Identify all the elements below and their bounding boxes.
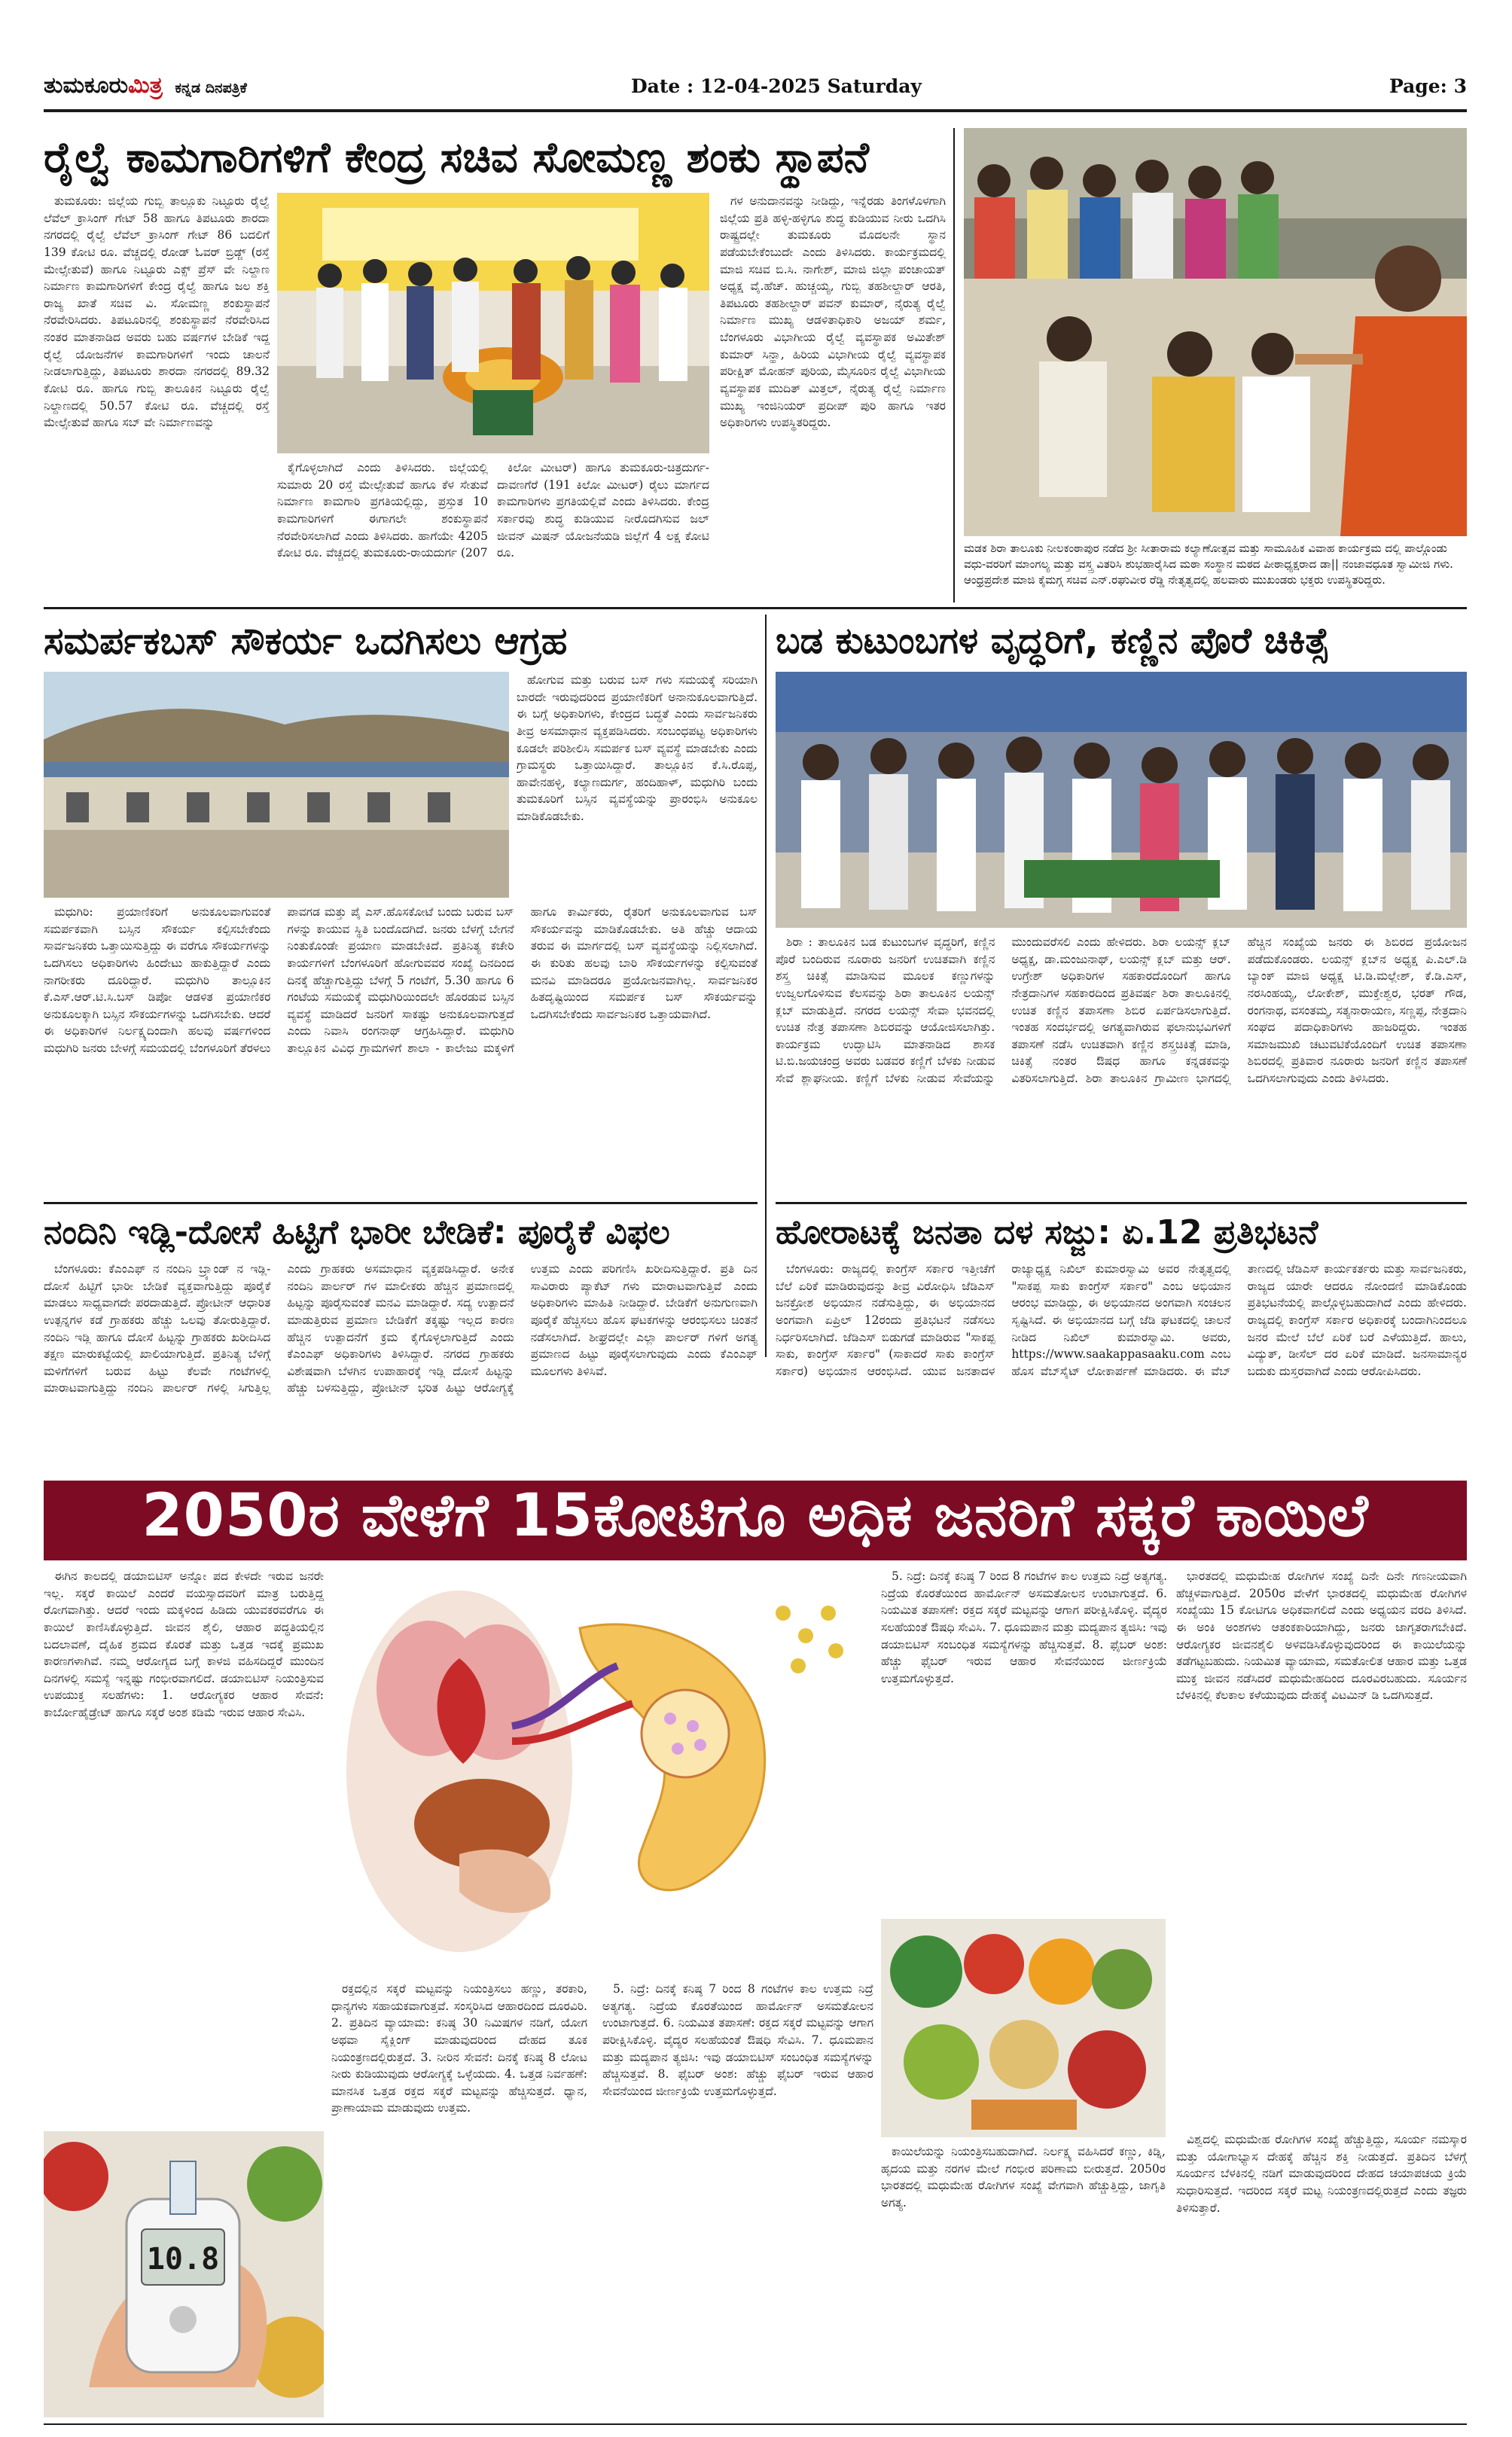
eye-body: ಶಿರಾ : ತಾಲೂಕಿನ ಬಡ ಕುಟುಂಬಗಳ ವೃದ್ಧರಿಗೆ, ಕಣ್ಣಿನ ಪೊರೆ ಬಂದಿರುವ ನೂರಾರು ಜನರಿಗೆ ಉಚಿತವಾಗಿ ಕಣ್ಣಿನ ಶಸ್ತ್ರ ಚಿಕಿತ್ಸೆ ಮಾಡಿಸುವ ಮೂಲಕ ಕಣ್ಣುಗಳನ್ನು ಉಜ್ವಲಗೊಳಿಸುವ ಕೆಲಸವನ್ನು ಶಿರಾ ತಾಲೂಕಿನ ಲಯನ್ಸ್ ಕ್ಲಬ್ ಮಾಡುತ್ತಿದೆ. ನಗರದ ಲಯನ್ಸ್ ಸೇವಾ ಭವನದಲ್ಲಿ ಉಚಿತ ನೇತ್ರ ತಪಾಸಣಾ ಶಿಬಿರವನ್ನು ಆಯೋಜಿಸಲಾಗಿತ್ತು. ಕಾರ್ಯಕ್ರಮ ಉದ್ಘಾಟಿಸಿ ಮಾತನಾಡಿದ ಶಾಸಕ ಟಿ.ಬಿ.ಜಯಚಂದ್ರ ಅವರು ಬಡವರ ಕಣ್ಣಿಗೆ ಬೆಳಕು ನೀಡುವ ಸೇವೆ ಶ್ಲಾಘನೀಯ. ಕಣ್ಣಿಗೆ ಬೆಳಕು ನೀಡುವ ಸೇವೆಯನ್ನು ಮುಂದುವರೆಸಲಿ ಎಂದು ಹೇಳಿದರು. ಶಿರಾ ಲಯನ್ಸ್ ಕ್ಲಬ್ ಅಧ್ಯಕ್ಷ, ಡಾ.ಮಂಜುನಾಥ್, ಲಯನ್ಸ್ ಕ್ಲಬ್ ಮತ್ತು ಆರ್. ಉಗ್ರೇಶ್ ಅಧಿಕಾರಿಗಳ ಸಹಕಾರದೊಂದಿಗೆ ಹಾಗೂ ನೇತ್ರದಾನಿಗಳ ಸಹಕಾರದಿಂದ ಪ್ರತಿವರ್ಷ ಶಿರಾ ತಾಲೂಕಿನಲ್ಲಿ ಉಚಿತ ಕಣ್ಣಿನ ತಪಾಸಣಾ ಶಿಬಿರ ಏರ್ಪಡಿಸಲಾಗುತ್ತಿದೆ. ಇಂತಹ ಸಂದರ್ಭದಲ್ಲಿ ಅಗತ್ಯವಾಗಿರುವ ಫಲಾನುಭವಿಗಳಿಗೆ ತಪಾಸಣೆ ನಡೆಸಿ ಉಚಿತವಾಗಿ ಕಣ್ಣಿನ ಶಸ್ತ್ರಚಿಕಿತ್ಸೆ ಮಾಡಿ, ಚಿಕಿತ್ಸೆ ನಂತರ ಔಷಧ ಹಾಗೂ ಕನ್ನಡಕವನ್ನು ವಿತರಿಸಲಾಗುತ್ತಿದೆ. ಶಿರಾ ತಾಲೂಕಿನ ಗ್ರಾಮೀಣ ಭಾಗದಲ್ಲಿ ಹೆಚ್ಚಿನ ಸಂಖ್ಯೆಯ ಜನರು ಈ ಶಿಬಿರದ ಪ್ರಯೋಜನ ಪಡೆದುಕೊಂಡರು. ಲಯನ್ಸ್ ಕ್ಲಬ್‌ನ ಅಧ್ಯಕ್ಷ ಪಿ.ಎಲ್.ಡಿ ಬ್ಯಾಂಕ್ ಮಾಜಿ ಅಧ್ಯಕ್ಷ ಟಿ.ಡಿ.ಮಲ್ಲೇಶ್, ಕೆ.ಡಿ.ಎಸ್, ನರಸಿಂಹಯ್ಯ, ಲೋಕೇಶ್, ಮುಕ್ತೇಶ್ವರ, ಭರತ್ ಗೌಡ, ರಂಗನಾಥ, ವಸಂತಮ್ಮ, ಸತ್ಯನಾರಾಯಣ, ಸಣ್ಣಪ್ಪ, ನೇತ್ರದಾನಿ ಸಂಘದ ಪದಾಧಿಕಾರಿಗಳು ಹಾಜರಿದ್ದರು. ಇಂತಹ ಸಮಾಜಮುಖಿ ಚಟುವಟಿಕೆಯೊಂದಿಗೆ ಉಚಿತ ತಪಾಸಣಾ ಶಿಬಿರದಲ್ಲಿ ಪ್ರತಿವಾರ ನೂರಾರು ಜನರಿಗೆ ಕಣ್ಣಿನ ತಪಾಸಣೆ ಒದಗಿಸಲಾಗುವುದು ಎಂದು ತಿಳಿಸಿದರು. — [776, 935, 1467, 1085]
column-divider — [953, 128, 955, 602]
mass-wedding-image — [964, 128, 1467, 536]
diabetes-col-e: ಕಾಯಿಲೆಯನ್ನು ನಿಯಂತ್ರಿಸಬಹುದಾಗಿದೆ. ನಿರ್ಲಕ್ಷ್ಯ ವಹಿಸಿದರೆ ಕಣ್ಣು, ಕಿಡ್ನಿ, ಹೃದಯ ಮತ್ತು ನರಗಳ ಮೇಲೆ ಗಂಭೀರ ಪರಿಣಾಮ ಬೀರುತ್ತದೆ. 2050ರ ಭಾರತದಲ್ಲಿ ಮಧುಮೇಹ ರೋಗಿಗಳ ಸಂಖ್ಯೆ ವೇಗವಾಗಿ ಹೆಚ್ಚುತ್ತಿದ್ದು, ಜಾಗೃತಿ ಅಗತ್ಯ. — [881, 2145, 1166, 2210]
issue-date: Date : 12-04-2025 Saturday — [631, 75, 922, 97]
bus-stand-photo — [44, 672, 509, 898]
title-part1: ತುಮಕೂರು — [44, 72, 129, 99]
diabetes-col-a: ಈಗಿನ ಕಾಲದಲ್ಲಿ ಡಯಾಬಿಟಿಸ್ ಅನ್ನೋ ಪದ ಕೇಳದೇ ಇರುವ ಜನರೇ ಇಲ್ಲ. ಸಕ್ಕರೆ ಕಾಯಿಲೆ ಎಂದರೆ ವಯಸ್ಸಾದವರಿಗೆ ಮಾತ್ರ ಬರುತ್ತಿದ್ದ ರೋಗವಾಗಿತ್ತು. ಆದರೆ ಇಂದು ಮಕ್ಕಳಿಂದ ಹಿಡಿದು ಯುವಕರವರೆಗೂ ಈ ಕಾಯಿಲೆ ಕಾಣಿಸಿಕೊಳ್ಳುತ್ತಿದೆ. ಜೀವನ ಶೈಲಿ, ಆಹಾರ ಪದ್ಧತಿಯಲ್ಲಿನ ಬದಲಾವಣೆ, ದೈಹಿಕ ಶ್ರಮದ ಕೊರತೆ ಮತ್ತು ಒತ್ತಡ ಇದಕ್ಕೆ ಪ್ರಮುಖ ಕಾರಣಗಳಾಗಿವೆ. ನಮ್ಮ ಆರೋಗ್ಯದ ಬಗ್ಗೆ ಕಾಳಜಿ ವಹಿಸದಿದ್ದರೆ ಮುಂದಿನ ದಿನಗಳಲ್ಲಿ ಸಮಸ್ಯೆ ಇನ್ನಷ್ಟು ಗಂಭೀರವಾಗಲಿದೆ. ಡಯಾಬಿಟಿಸ್ ನಿಯಂತ್ರಿಸುವ ಉಪಯುಕ್ತ ಸಲಹೆಗಳು: 1. ಆರೋಗ್ಯಕರ ಆಹಾರ ಸೇವನೆ: ಕಾರ್ಬೋಹೈಡ್ರೇಟ್ ಹಾಗೂ ಸಕ್ಕರೆ ಅಂಶ ಕಡಿಮೆ ಇರುವ ಆಹಾರ ಸೇವಿಸಿ. — [44, 1569, 324, 1719]
eye-headline: ಬಡ ಕುಟುಂಬಗಳ ವೃದ್ಧರಿಗೆ, ಕಣ್ಣಿನ ಪೊರೆ ಚಿಕಿತ್ಸೆ — [776, 620, 1330, 662]
anatomy-illustration — [331, 1568, 873, 1975]
vegetables-photo — [881, 1919, 1166, 2137]
section-rule-2 — [44, 1202, 758, 1204]
diabetes-col-c: 5. ನಿದ್ರೆ: ದಿನಕ್ಕೆ ಕನಿಷ್ಠ 7 ರಿಂದ 8 ಗಂಟೆಗಳ ಕಾಲ ಉತ್ತಮ ನಿದ್ರೆ ಅತ್ಯಗತ್ಯ. ನಿದ್ರೆಯ ಕೊರತೆಯಿಂದ ಹಾರ್ಮೋನ್ ಅಸಮತೋಲನ ಉಂಟಾಗುತ್ತದೆ. 6. ನಿಯಮಿತ ತಪಾಸಣೆ: ರಕ್ತದ ಸಕ್ಕರೆ ಮಟ್ಟವನ್ನು ಆಗಾಗ ಪರೀಕ್ಷಿಸಿಕೊಳ್ಳಿ. ವೈದ್ಯರ ಸಲಹೆಯಂತೆ ಔಷಧಿ ಸೇವಿಸಿ. 7. ಧೂಮಪಾನ ಮತ್ತು ಮದ್ಯಪಾನ ತ್ಯಜಿಸಿ: ಇವು ಡಯಾಬಿಟಿಸ್ ಸಂಬಂಧಿತ ಸಮಸ್ಯೆಗಳನ್ನು ಹೆಚ್ಚಿಸುತ್ತವೆ. 8. ಫೈಬರ್ ಅಂಶ: ಹೆಚ್ಚು ಫೈಬರ್ ಇರುವ ಆಹಾರ ಸೇವನೆಯಿಂದ ಜೀರ್ಣಕ್ರಿಯೆ ಉತ್ತಮಗೊಳ್ಳುತ್ತದೆ. — [881, 1569, 1167, 1685]
healthy-food-image — [881, 1919, 1166, 2137]
title-part2: ಮಿತ್ರ — [128, 72, 163, 99]
masthead — [44, 72, 1467, 105]
pancreas-anatomy-image — [331, 1568, 873, 1975]
nandini-headline: ನಂದಿನಿ ಇಡ್ಲಿ-ದೋಸೆ ಹಿಟ್ಟಿಗೆ ಭಾರೀ ಬೇಡಿಕೆ: ಪೂರೈಕೆ ವಿಫಲ — [44, 1213, 670, 1252]
railway-col-mid1: ಕೈಗೊಳ್ಳಲಾಗಿದೆ ಎಂದು ತಿಳಿಸಿದರು. ಜಿಲ್ಲೆಯಲ್ಲಿ ಸುಮಾರು 20 ರಸ್ತೆ ಮೇಲ್ಸೇತುವೆ ಹಾಗೂ ಕೆಳ ಸೇತುವೆ ನಿರ್ಮಾಣ ಕಾಮಗಾರಿ ಪ್ರಗತಿಯಲ್ಲಿದ್ದು, ಪ್ರಸ್ತುತ 10 ಕಾಮಗಾರಿಗಳಿಗೆ ಈಗಾಗಲೇ ಶಂಕುಸ್ಥಾಪನೆ ನೆರವೇರಿಸಲಾಗಿದೆ ಎಂದು ತಿಳಿಸಿದರು. ಹಾಗೆಯೇ 4205 ಕೋಟಿ ರೂ. ವೆಚ್ಚದಲ್ಲಿ ತುಮಕೂರು-ರಾಯದುರ್ಗ (207 — [277, 461, 488, 560]
glucometer-photo — [44, 2131, 324, 2417]
section-rule-3 — [776, 1202, 1467, 1204]
footer-rule — [44, 2423, 1467, 2425]
newspaper-title — [44, 72, 247, 99]
page-number: Page: 3 — [1389, 75, 1467, 97]
diabetes-col-d: ಭಾರತದಲ್ಲಿ ಮಧುಮೇಹ ರೋಗಿಗಳ ಸಂಖ್ಯೆ ದಿನೇ ದಿನೇ ಗಣನೀಯವಾಗಿ ಹೆಚ್ಚಳವಾಗುತ್ತಿದೆ. 2050ರ ವೇಳೆಗೆ ಭಾರತದಲ್ಲಿ ಮಧುಮೇಹ ರೋಗಿಗಳ ಸಂಖ್ಯೆಯು 15 ಕೋಟಿಗೂ ಅಧಿಕವಾಗಲಿದೆ ಎಂದು ಅಧ್ಯಯನ ವರದಿ ತಿಳಿಸಿದೆ. ಈ ಅಂಕಿ ಅಂಶಗಳು ಆತಂಕಕಾರಿಯಾಗಿದ್ದು, ಜನರು ಜಾಗೃತರಾಗಬೇಕಿದೆ. ಆರೋಗ್ಯಕರ ಜೀವನಶೈಲಿ ಅಳವಡಿಸಿಕೊಳ್ಳುವುದರಿಂದ ಈ ಕಾಯಿಲೆಯನ್ನು ತಡೆಗಟ್ಟಬಹುದು. ನಿಯಮಿತ ವ್ಯಾಯಾಮ, ಸಮತೋಲಿತ ಆಹಾರ ಮತ್ತು ಒತ್ತಡ ಮುಕ್ತ ಜೀವನ ನಡೆಸಿದರೆ ಮಧುಮೇಹದಿಂದ ದೂರವಿರಬಹುದು. ಸೂರ್ಯನ ಬೆಳಕಿನಲ್ಲಿ ಕೆಲಕಾಲ ಕಳೆಯುವುದು ದೇಹಕ್ಕೆ ವಿಟಮಿನ್ ಡಿ ಒದಗಿಸುತ್ತದೆ. — [1176, 1569, 1467, 1703]
bus-headline: ಸಮರ್ಪಕಬಸ್ ಸೌಕರ್ಯ ಒದಗಿಸಲು ಆಗ್ರಹ — [44, 619, 568, 663]
bus-stand-image — [44, 672, 509, 898]
jds-body: ಬೆಂಗಳೂರು: ರಾಜ್ಯದಲ್ಲಿ ಕಾಂಗ್ರೆಸ್ ಸರ್ಕಾರ ಇತ್ತೀಚೆಗೆ ಬೆಲೆ ಏರಿಕೆ ಮಾಡಿರುವುದನ್ನು ತೀವ್ರ ವಿರೋಧಿಸಿ ಜೆಡಿಎಸ್ ಜನಕ್ರೋಶ ಅಭಿಯಾನ ನಡೆಸುತ್ತಿದ್ದು, ಈ ಅಭಿಯಾನದ ಅಂಗವಾಗಿ ಏಪ್ರಿಲ್ 12ರಂದು ಪ್ರತಿಭಟನೆ ನಡೆಸಲು ನಿರ್ಧರಿಸಲಾಗಿದೆ. ಜೆಡಿಎಸ್ ಬಿಡುಗಡೆ ಮಾಡಿರುವ "ಸಾಕಪ್ಪ ಸಾಕು, ಕಾಂಗ್ರೆಸ್ ಸರ್ಕಾರ" (ಸಾಕಾದರೆ ಸಾಕು ಕಾಂಗ್ರೆಸ್ ಸರ್ಕಾರ) ಅಭಿಯಾನ ಆರಂಭಿಸಿದೆ. ಯುವ ಜನತಾದಳ ರಾಜ್ಯಾಧ್ಯಕ್ಷ ನಿಖಿಲ್ ಕುಮಾರಸ್ವಾಮಿ ಅವರ ನೇತೃತ್ವದಲ್ಲಿ "ಸಾಕಪ್ಪ ಸಾಕು ಕಾಂಗ್ರೆಸ್ ಸರ್ಕಾರ" ಎಂಬ ಅಭಿಯಾನ ಆರಂಭ ಮಾಡಿದ್ದು, ಈ ಅಭಿಯಾನದ ಅಂಗವಾಗಿ ಸಂಚಲನ ಸೃಷ್ಟಿಸಿದೆ. ಈ ಅಭಿಯಾನದ ಬಗ್ಗೆ ಜೆಡಿ ಘಟಕದಲ್ಲಿ ಚಾಲನೆ ನೀಡಿದ ನಿಖಿಲ್ ಕುಮಾರಸ್ವಾಮಿ. ಅವರು, https://www.saakappasaaku.com ಎಂಬ ಹೊಸ ವೆಬ್‌ಸೈಟ್ ಲೋಕಾರ್ಪಣೆ ಮಾಡಿದರು. ಈ ವೆಬ್ ತಾಣದಲ್ಲಿ ಜೆಡಿಎಸ್ ಕಾರ್ಯಕರ್ತರು ಮತ್ತು ಸಾರ್ವಜನಿಕರು, ರಾಜ್ಯದ ಯಾರೇ ಆದರೂ ನೋಂದಣಿ ಮಾಡಿಕೊಂಡು ಪ್ರತಿಭಟನೆಯಲ್ಲಿ ಪಾಲ್ಗೊಳ್ಳಬಹುದಾಗಿದೆ ಎಂದು ಹೇಳಿದರು. ರಾಜ್ಯದಲ್ಲಿ ಕಾಂಗ್ರೆಸ್ ಸರ್ಕಾರ ಅಧಿಕಾರಕ್ಕೆ ಬಂದಾಗಿನಿಂದಲೂ ಜನರ ಮೇಲೆ ಬೆಲೆ ಏರಿಕೆ ಬರೆ ಎಳೆಯುತ್ತಿದೆ. ಹಾಲು, ವಿದ್ಯುತ್, ಡೀಸೆಲ್ ದರ ಏರಿಕೆ ಮಾಡಿದೆ. ಜನಸಾಮಾನ್ಯರ ಬದುಕು ದುಸ್ತರವಾಗಿದೆ ಎಂದು ಆರೋಪಿಸಿದರು. — [776, 1262, 1467, 1378]
bus-col-right-top: ಹೋಗುವ ಮತ್ತು ಬರುವ ಬಸ್ ಗಳು ಸಮಯಕ್ಕೆ ಸರಿಯಾಗಿ ಬಾರದೇ ಇರುವುದರಿಂದ ಪ್ರಯಾಣಿಕರಿಗೆ ಅನಾನುಕೂಲವಾಗುತ್ತಿದೆ. ಈ ಬಗ್ಗೆ ಅಧಿಕಾರಿಗಳು, ಕೇಂದ್ರದ ಬದ್ಧತೆ ಎಂದು ಸಾರ್ವಜನಿಕರು ತೀವ್ರ ಅಸಮಾಧಾನ ವ್ಯಕ್ತಪಡಿಸಿದರು. ಸಂಬಂಧಪಟ್ಟ ಅಧಿಕಾರಿಗಳು ಕೂಡಲೇ ಪರಿಶೀಲಿಸಿ ಸಮರ್ಪಕ ಬಸ್ ವ್ಯವಸ್ಥೆ ಮಾಡಬೇಕು ಎಂದು ಗ್ರಾಮಸ್ಥರು ಒತ್ತಾಯಿಸಿದ್ದಾರೆ. ತಾಲ್ಲೂಕಿನ ಕೆ.ಸಿ.ರೊಪ್ಪ, ಹಾವೇನಹಳ್ಳಿ, ಕಲ್ಯಾಣದುರ್ಗ, ಹಂದಿಹಾಳ್, ಮಧುಗಿರಿ ಬಂದು ತುಮಕೂರಿಗೆ ಬಸ್ಸಿನ ವ್ಯವಸ್ಥೆಯನ್ನು ಪ್ರಾರಂಭಿಸಿ ಅನುಕೂಲ ಮಾಡಿಕೊಡಬೇಕು. — [517, 673, 758, 823]
diabetes-col-b2: 5. ನಿದ್ರೆ: ದಿನಕ್ಕೆ ಕನಿಷ್ಠ 7 ರಿಂದ 8 ಗಂಟೆಗಳ ಕಾಲ ಉತ್ತಮ ನಿದ್ರೆ ಅತ್ಯಗತ್ಯ. ನಿದ್ರೆಯ ಕೊರತೆಯಿಂದ ಹಾರ್ಮೋನ್ ಅಸಮತೋಲನ ಉಂಟಾಗುತ್ತದೆ. 6. ನಿಯಮಿತ ತಪಾಸಣೆ: ರಕ್ತದ ಸಕ್ಕರೆ ಮಟ್ಟವನ್ನು ಆಗಾಗ ಪರೀಕ್ಷಿಸಿಕೊಳ್ಳಿ. ವೈದ್ಯರ ಸಲಹೆಯಂತೆ ಔಷಧಿ ಸೇವಿಸಿ. 7. ಧೂಮಪಾನ ಮತ್ತು ಮದ್ಯಪಾನ ತ್ಯಜಿಸಿ: ಇವು ಡಯಾಬಿಟಿಸ್ ಸಂಬಂಧಿತ ಸಮಸ್ಯೆಗಳನ್ನು ಹೆಚ್ಚಿಸುತ್ತವೆ. 8. ಫೈಬರ್ ಅಂಶ: ಹೆಚ್ಚು ಫೈಬರ್ ಇರುವ ಆಹಾರ ಸೇವನೆಯಿಂದ ಜೀರ್ಣಕ್ರಿಯೆ ಉತ್ತಮಗೊಳ್ಳುತ್ತದೆ. — [602, 1982, 873, 2098]
section-rule — [44, 607, 1467, 609]
eye-camp-photo — [776, 672, 1467, 928]
masthead-rule — [44, 109, 1467, 112]
railway-col-right: ಗಳ ಅನುದಾನವನ್ನು ನೀಡಿದ್ದು, ಇನ್ನೆರಡು ತಿಂಗಳೊಳಗಾಗಿ ಜಿಲ್ಲೆಯ ಪ್ರತಿ ಹಳ್ಳಿ-ಹಳ್ಳಿಗೂ ಶುದ್ಧ ಕುಡಿಯುವ ನೀರು ಒದಗಿಸಿ ರಾಷ್ಟ್ರದಲ್ಲೇ ತುಮಕೂರು ಮೊದಲನೇ ಸ್ಥಾನ ಪಡೆಯಬೇಕೆಂಬುದೇ ಎಂದು ತಿಳಿಸಿದರು. ಕಾರ್ಯಕ್ರಮದಲ್ಲಿ ಮಾಜಿ ಸಚಿವ ಬಿ.ಸಿ. ನಾಗೇಶ್, ಮಾಜಿ ಜಿಲ್ಲಾ ಪಂಚಾಯತ್ ಅಧ್ಯಕ್ಷ ವೈ.ಹೆಚ್. ಹುಚ್ಚಯ್ಯ, ಗುಬ್ಬಿ ತಹಶೀಲ್ದಾರ್ ಆರತಿ, ತಿಪಟೂರು ತಹಶೀಲ್ದಾರ್ ಪವನ್ ಕುಮಾರ್, ನೈರುತ್ಯ ರೈಲ್ವೆ ನಿರ್ಮಾಣ ಮುಖ್ಯ ಆಡಳಿತಾಧಿಕಾರಿ ಅಜಯ್ ಶರ್ಮ, ಬೆಂಗಳೂರು ವಿಭಾಗೀಯ ರೈಲ್ವೆ ವ್ಯವಸ್ಥಾಪಕ ಅಮಿತೇಶ್ ಕುಮಾರ್ ಸಿನ್ಹಾ, ಹಿರಿಯ ವಿಭಾಗೀಯ ರೈಲ್ವೆ ವ್ಯವಸ್ಥಾಪಕ ಪರೀಕ್ಷಿತ್ ಮೋಹನ್ ಪುರಿಯ, ಮೈಸೂರಿನ ರೈಲ್ವೆ ವಿಭಾಗೀಯ ವ್ಯವಸ್ಥಾಪಕ ಮುದಿತ್ ಮಿತ್ತಲ್, ನೈರುತ್ಯ ರೈಲ್ವೆ ನಿರ್ಮಾಣ ಮುಖ್ಯ ಇಂಜಿನಿಯರ್ ಪ್ರದೀಪ್ ಪುರಿ ಹಾಗೂ ಇತರ ಅಧಿಕಾರಿಗಳು ಉಪಸ್ಥಿತರಿದ್ದರು. — [720, 194, 946, 430]
diabetes-banner — [44, 1481, 1467, 1560]
railway-photo — [277, 193, 709, 453]
glucometer-reading: 10.8 — [146, 2242, 220, 2277]
bus-body: ಮಧುಗಿರಿ: ಪ್ರಯಾಣಿಕರಿಗೆ ಅನುಕೂಲವಾಗುವಂತೆ ಸಮರ್ಪಕವಾಗಿ ಬಸ್ಸಿನ ಸೌಕರ್ಯ ಕಲ್ಪಿಸಬೇಕೆಂದು ಸಾರ್ವಜನಿಕರು ಒತ್ತಾಯಿಸುತ್ತಿದ್ದು ಈ ವರೆಗೂ ಸೌಕರ್ಯಗಳನ್ನು ಒದಗಿಸಲು ಅಧಿಕಾರಿಗಳು ಹಿಂದೇಟು ಹಾಕುತ್ತಿದ್ದಾರೆ ಎಂದು ನಾಗರೀಕರು ದೂರಿದ್ದಾರೆ. ಮಧುಗಿರಿ ತಾಲ್ಲೂಕಿನ ಕೆ.ಎಸ್.ಆರ್.ಟಿ.ಸಿ.ಬಸ್ ಡಿಪೋ ಆಡಳಿತ ಪ್ರಯಾಣಿಕರ ಅನುಕೂಲಕ್ಕಾಗಿ ಬಸ್ಸಿನ ಸೌಕರ್ಯಗಳನ್ನು ಒದಗಿಸಬೇಕು. ಆದರೆ ಈ ಅಧಿಕಾರಿಗಳ ನಿರ್ಲಕ್ಷ್ಯದಿಂದಾಗಿ ಹಲವು ವರ್ಷಗಳಿಂದ ಮಧುಗಿರಿ ಜನರು ಬೇಳಗ್ಗೆ ಸಮಯದಲ್ಲಿ ಬೆಂಗಳೂರಿಗೆ ತೆರಳಲು ಪಾವಗಡ ಮತ್ತು ಪೈ ಎಸ್.ಹೊಸಕೋಟೆ ಬಂದು ಬರುವ ಬಸ್ ಗಳನ್ನು ಕಾಯುವ ಸ್ಥಿತಿ ಬಂದೊದಗಿದೆ. ಜನರು ಬೆಳಗ್ಗೆ ಬೇಗನೆ ನಿಂತುಕೊಂಡೇ ಪ್ರಯಾಣ ಮಾಡಬೇಕಿದೆ. ಪ್ರತಿನಿತ್ಯ ಕಚೇರಿ ಕಾರ್ಯಗಳಿಗೆ ಬೆಂಗಳೂರಿಗೆ ಹೋಗುವವರ ಸಂಖ್ಯೆ ದಿನದಿಂದ ದಿನಕ್ಕೆ ಹೆಚ್ಚಾಗುತ್ತಿದ್ದು ಬೆಳಗ್ಗೆ 5 ಗಂಟೆಗೆ, 5.30 ಹಾಗೂ 6 ಗಂಟೆಯ ಸಮಯಕ್ಕೆ ಮಧುಗಿರಿಯಿಂದಲೇ ಹೊರಡುವ ಬಸ್ಸಿನ ವ್ಯವಸ್ಥೆ ಮಾಡಿದರೆ ಜನರಿಗೆ ಸಾಕಷ್ಟು ಅನುಕೂಲವಾಗುತ್ತದೆ ಎಂದು ನಿವಾಸಿ ರಂಗನಾಥ್ ಆಗ್ರಹಿಸಿದ್ದಾರೆ. ಮಧುಗಿರಿ ತಾಲ್ಲೂಕಿನ ವಿವಿಧ ಗ್ರಾಮಗಳಿಗೆ ಶಾಲಾ - ಕಾಲೇಜು ಮಕ್ಕಳಿಗೆ ಹಾಗೂ ಕಾರ್ಮಿಕರು, ರೈತರಿಗೆ ಅನುಕೂಲವಾಗುವ ಬಸ್ ಸೌಕರ್ಯವನ್ನು ಮಾಡಿಕೊಡಬೇಕು. ಅತಿ ಹೆಚ್ಚು ಆದಾಯ ತರುವ ಈ ಮಾರ್ಗದಲ್ಲಿ ಬಸ್ ವ್ಯವಸ್ಥೆಯನ್ನು ನಿಲ್ಲಿಸಲಾಗಿದೆ. ಈ ಕುರಿತು ಹಲವು ಬಾರಿ ಸೌಕರ್ಯಗಳನ್ನು ಕಲ್ಪಿಸುವಂತೆ ಮನವಿ ಮಾಡಿದರೂ ಪ್ರಯೋಜನವಾಗಿಲ್ಲ. ಸಾರ್ವಜನಿಕರ ಹಿತದೃಷ್ಟಿಯಿಂದ ಸಮರ್ಪಕ ಬಸ್ ಸೌಕರ್ಯವನ್ನು ಒದಗಿಸಬೇಕೆಂದು ಸಾರ್ವಜನಿಕರ ಒತ್ತಾಯವಾಗಿದೆ. — [44, 905, 758, 1055]
jds-headline: ಹೋರಾಟಕ್ಕೆ ಜನತಾ ದಳ ಸಜ್ಜು: ಏ.12 ಪ್ರತಿಭಟನೆ — [776, 1213, 1318, 1252]
title-subtitle: ಕನ್ನಡ ದಿನಪತ್ರಿಕೆ — [175, 80, 247, 96]
railway-col-left: ತುಮಕೂರು: ಜಿಲ್ಲೆಯ ಗುಬ್ಬಿ ತಾಲ್ಲೂಕು ನಿಟ್ಟೂರು ರೈಲ್ವೆ ಲೆವೆಲ್ ಕ್ರಾಸಿಂಗ್ ಗೇಟ್ 58 ಹಾಗೂ ತಿಪಟೂರು ಶಾರದಾ ನಗರದಲ್ಲಿ ರೈಲ್ವೆ ಲೆವೆಲ್ ಕ್ರಾಸಿಂಗ್ ಗೇಟ್ 86 ಬದಲಿಗೆ 139 ಕೋಟಿ ರೂ. ವೆಚ್ಚದಲ್ಲಿ ರೋಡ್ ಓವರ್ ಬ್ರಿಡ್ಜ್ (ರಸ್ತೆ ಮೇಲ್ಸೇತುವೆ) ಹಾಗೂ ನಿಟ್ಟೂರು ಎಕ್ಸ್ ಪ್ರೆಸ್ ವೇ ನಿಲ್ದಾಣ ನಿರ್ಮಾಣ ಕಾಮಗಾರಿಗಳಿಗೆ ಕೇಂದ್ರ ರೈಲ್ವೆ ಹಾಗೂ ಜಲ ಶಕ್ತಿ ರಾಜ್ಯ ಖಾತೆ ಸಚಿವ ವಿ. ಸೋಮಣ್ಣ ಶಂಕುಸ್ಥಾಪನೆ ನೆರವೇರಿಸಿದರು. ತಿಪಟೂರಿನಲ್ಲಿ ಶಂಕುಸ್ಥಾಪನೆ ನೆರವೇರಿಸಿದ ನಂತರ ಮಾತನಾಡಿದ ಅವರು ಬಹು ವರ್ಷಗಳ ಬೇಡಿಕೆ ಇದ್ದ ರೈಲ್ವೆ ಯೋಜನೆಗಳ ಕಾಮಗಾರಿಗಳಿಗೆ ಇಂದು ಚಾಲನೆ ನೀಡಲಾಗುತ್ತಿದ್ದು, ತಿಪಟೂರು ಶಾರದಾ ನಗರದಲ್ಲಿ 89.32 ಕೋಟಿ ರೂ. ಹಾಗೂ ಗುಬ್ಬಿ ತಾಲೂಕಿನ ನಿಟ್ಟೂರು ರೈಲ್ವೆ ನಿಲ್ದಾಣದಲ್ಲಿ 50.57 ಕೋಟಿ ರೂ. ವೆಚ್ಚದಲ್ಲಿ ರಸ್ತೆ ಮೇಲ್ಸೇತುವೆ ಹಾಗೂ ಸಬ್ ವೇ ನಿರ್ಮಾಣವನ್ನು — [44, 194, 270, 430]
banner-headline: 2050ರ ವೇಳೆಗೆ 15ಕೋಟಿಗೂ ಅಧಿಕ ಜನರಿಗೆ ಸಕ್ಕರೆ ಕಾಯಿಲೆ — [142, 1482, 1369, 1550]
column-divider-2 — [765, 615, 767, 1357]
railway-headline: ರೈಲ್ವೆ ಕಾಮಗಾರಿಗಳಿಗೆ ಕೇಂದ್ರ ಸಚಿವ ಸೋಮಣ್ಣ ಶಂಕು ಸ್ಥಾಪನೆ — [44, 133, 869, 182]
eye-camp-image — [776, 672, 1467, 928]
railway-col-mid2: ಕಿಲೋ ಮೀಟರ್) ಹಾಗೂ ತುಮಕೂರು-ಚಿತ್ರದುರ್ಗ- ದಾವಣಗೆರೆ (191 ಕಿಲೋ ಮೀಟರ್) ರೈಲು ಮಾರ್ಗದ ಕಾಮಗಾರಿಗಳು ಪ್ರಗತಿಯಲ್ಲಿವೆ ಎಂದು ತಿಳಿಸಿದರು. ಕೇಂದ್ರ ಸರ್ಕಾರವು ಶುದ್ಧ ಕುಡಿಯುವ ನೀರೊದಗಿಸುವ ಜಲ್ ಜೀವನ್ ಮಿಷನ್ ಯೋಜನೆಯಡಿ ಜಿಲ್ಲೆಗೆ 4 ಲಕ್ಷ ಕೋಟಿ ರೂ. — [497, 461, 709, 560]
marriage-photo — [964, 128, 1467, 536]
railway-ceremony-image — [277, 193, 709, 453]
diabetes-col-b: ರಕ್ತದಲ್ಲಿನ ಸಕ್ಕರೆ ಮಟ್ಟವನ್ನು ನಿಯಂತ್ರಿಸಲು ಹಣ್ಣು, ತರಕಾರಿ, ಧಾನ್ಯಗಳು ಸಹಾಯಕವಾಗುತ್ತವೆ. ಸಂಸ್ಕರಿಸಿದ ಆಹಾರದಿಂದ ದೂರವಿರಿ. 2. ಪ್ರತಿದಿನ ವ್ಯಾಯಾಮ: ಕನಿಷ್ಠ 30 ನಿಮಿಷಗಳ ನಡಿಗೆ, ಯೋಗ ಅಥವಾ ಸೈಕ್ಲಿಂಗ್ ಮಾಡುವುದರಿಂದ ದೇಹದ ತೂಕ ನಿಯಂತ್ರಣದಲ್ಲಿರುತ್ತದೆ. 3. ನೀರಿನ ಸೇವನೆ: ದಿನಕ್ಕೆ ಕನಿಷ್ಠ 8 ಲೋಟ ನೀರು ಕುಡಿಯುವುದು ಆರೋಗ್ಯಕ್ಕೆ ಒಳ್ಳೆಯದು. 4. ಒತ್ತಡ ನಿರ್ವಹಣೆ: ಮಾನಸಿಕ ಒತ್ತಡ ರಕ್ತದ ಸಕ್ಕರೆ ಮಟ್ಟವನ್ನು ಹೆಚ್ಚಿಸುತ್ತದೆ. ಧ್ಯಾನ, ಪ್ರಾಣಾಯಾಮ ಮಾಡುವುದು ಉತ್ತಮ. — [331, 1982, 587, 2115]
diabetes-col-f: ವಿಶ್ವದಲ್ಲಿ ಮಧುಮೇಹ ರೋಗಿಗಳ ಸಂಖ್ಯೆ ಹೆಚ್ಚುತ್ತಿದ್ದು, ಸೂರ್ಯ ನಮಸ್ಕಾರ ಮತ್ತು ಯೋಗಾಭ್ಯಾಸ ದೇಹಕ್ಕೆ ಹೆಚ್ಚಿನ ಶಕ್ತಿ ನೀಡುತ್ತದೆ. ಪ್ರತಿದಿನ ಬೆಳಗ್ಗೆ ಸೂರ್ಯನ ಬೆಳಕಿನಲ್ಲಿ ನಡಿಗೆ ಮಾಡುವುದರಿಂದ ದೇಹದ ಚಯಾಪಚಯ ಕ್ರಿಯೆ ಸುಧಾರಿಸುತ್ತದೆ. ಇದರಿಂದ ಸಕ್ಕರೆ ಮಟ್ಟ ನಿಯಂತ್ರಣದಲ್ಲಿರುತ್ತದೆ ಎಂದು ತಜ್ಞರು ತಿಳಿಸುತ್ತಾರೆ. — [1176, 2133, 1467, 2215]
nandini-body: ಬೆಂಗಳೂರು: ಕೆಎಂಎಫ್ ನ ನಂದಿನಿ ಬ್ರ್ಯಾಂಡ್ ನ ಇಡ್ಲಿ-ದೋಸೆ ಹಿಟ್ಟಿಗೆ ಭಾರೀ ಬೇಡಿಕೆ ವ್ಯಕ್ತವಾಗುತ್ತಿದ್ದು ಪೂರೈಕೆ ಮಾಡಲು ಸಾಧ್ಯವಾಗದೇ ಪರದಾಡುತ್ತಿದೆ. ಪ್ರೋಟೀನ್ ಆಧಾರಿತ ಉತ್ಪನ್ನಗಳ ಕಡೆ ಗ್ರಾಹಕರು ಹೆಚ್ಚು ಒಲವು ತೋರುತ್ತಿದ್ದಾರೆ. ನಂದಿನಿ ಇಡ್ಲಿ ಹಾಗೂ ದೋಸೆ ಹಿಟ್ಟನ್ನು ಗ್ರಾಹಕರು ಖರೀದಿಸಿದ ತಕ್ಷಣ ಮಾರುಕಟ್ಟೆಯಲ್ಲಿ ಖಾಲಿಯಾಗುತ್ತಿದೆ. ಪ್ರತಿನಿತ್ಯ ಬೆಳಿಗ್ಗೆ ಮಳಿಗೆಗಳಿಗೆ ಬರುವ ಹಿಟ್ಟು ಕೆಲವೇ ಗಂಟೆಗಳಲ್ಲಿ ಮಾರಾಟವಾಗುತ್ತಿದ್ದು ನಂದಿನಿ ಪಾರ್ಲರ್ ಗಳಲ್ಲಿ ಸಿಗುತ್ತಿಲ್ಲ ಎಂದು ಗ್ರಾಹಕರು ಅಸಮಾಧಾನ ವ್ಯಕ್ತಪಡಿಸಿದ್ದಾರೆ. ಅನೇಕ ನಂದಿನಿ ಪಾರ್ಲರ್ ಗಳ ಮಾಲೀಕರು ಹೆಚ್ಚಿನ ಪ್ರಮಾಣದಲ್ಲಿ ಹಿಟ್ಟನ್ನು ಪೂರೈಸುವಂತೆ ಮನವಿ ಮಾಡಿದ್ದಾರೆ. ಸದ್ಯ ಉತ್ಪಾದನೆ ಮಾಡುತ್ತಿರುವ ಪ್ರಮಾಣ ಬೇಡಿಕೆಗೆ ತಕ್ಕಷ್ಟು ಇಲ್ಲದ ಕಾರಣ ಹೆಚ್ಚಿನ ಉತ್ಪಾದನೆಗೆ ಕ್ರಮ ಕೈಗೊಳ್ಳಲಾಗುತ್ತಿದೆ ಎಂದು ಕೆಎಂಎಫ್ ಅಧಿಕಾರಿಗಳು ತಿಳಿಸಿದ್ದಾರೆ. ನಗರದ ಗ್ರಾಹಕರು ವಿಶೇಷವಾಗಿ ಬೆಳಗಿನ ಉಪಾಹಾರಕ್ಕೆ ಇಡ್ಲಿ ದೋಸೆ ಹಿಟ್ಟನ್ನು ಹೆಚ್ಚು ಬಳಸುತ್ತಿದ್ದು, ಪ್ರೋಟೀನ್ ಭರಿತ ಹಿಟ್ಟು ಆರೋಗ್ಯಕ್ಕೆ ಉತ್ತಮ ಎಂದು ಪರಿಗಣಿಸಿ ಖರೀದಿಸುತ್ತಿದ್ದಾರೆ. ಪ್ರತಿ ದಿನ ಸಾವಿರಾರು ಪ್ಯಾಕೆಟ್ ಗಳು ಮಾರಾಟವಾಗುತ್ತಿವೆ ಎಂದು ಅಧಿಕಾರಿಗಳು ಮಾಹಿತಿ ನೀಡಿದ್ದಾರೆ. ಬೇಡಿಕೆಗೆ ಅನುಗುಣವಾಗಿ ಪೂರೈಕೆ ಹೆಚ್ಚಿಸಲು ಹೊಸ ಘಟಕಗಳನ್ನು ಆರಂಭಿಸಲು ಚಿಂತನೆ ನಡೆಸಲಾಗಿದೆ. ಶೀಘ್ರದಲ್ಲೇ ಎಲ್ಲಾ ಪಾರ್ಲರ್ ಗಳಿಗೆ ಅಗತ್ಯ ಪ್ರಮಾಣದ ಹಿಟ್ಟು ಪೂರೈಸಲಾಗುವುದು ಎಂದು ಕೆಎಂಎಫ್ ಮೂಲಗಳು ತಿಳಿಸಿವೆ. — [44, 1262, 758, 1395]
marriage-caption: ಮಡಕ ಶಿರಾ ತಾಲೂಕು ನೀಲಕಂಠಾಪುರ ನಡೆದ ಶ್ರೀ ಸೀತಾರಾಮ ಕಲ್ಯಾಣೋತ್ಸವ ಮತ್ತು ಸಾಮೂಹಿಕ ವಿವಾಹ ಕಾರ್ಯಕ್ರಮ ದಲ್ಲಿ ಪಾಲ್ಗೊಂಡು ವಧು-ವರರಿಗೆ ಮಾಂಗಲ್ಯ ಮತ್ತು ವಸ್ತ್ರ ವಿತರಿಸಿ ಶುಭಹಾರೈಸಿದ ಮಠಾ ಸಂಸ್ಥಾನ ಮಠದ ಪೀಠಾಧ್ಯಕ್ಷರಾದ ಡಾ|| ನಂಜಾವಧೂತ ಸ್ವಾಮೀಜಿ ಗಳು. ಆಂಧ್ರಪ್ರದೇಶ ಮಾಜಿ ಕೈಮಗ್ಗ ಸಚಿವ ಎನ್.ರಘುವೀರ ರೆಡ್ಡಿ ನೇತೃತ್ವದಲ್ಲಿ ಹಲವಾರು ಮುಖಂಡರು ಭಕ್ತರು ಉಪಸ್ಥಿತರಿದ್ದರು. — [964, 541, 1453, 587]
